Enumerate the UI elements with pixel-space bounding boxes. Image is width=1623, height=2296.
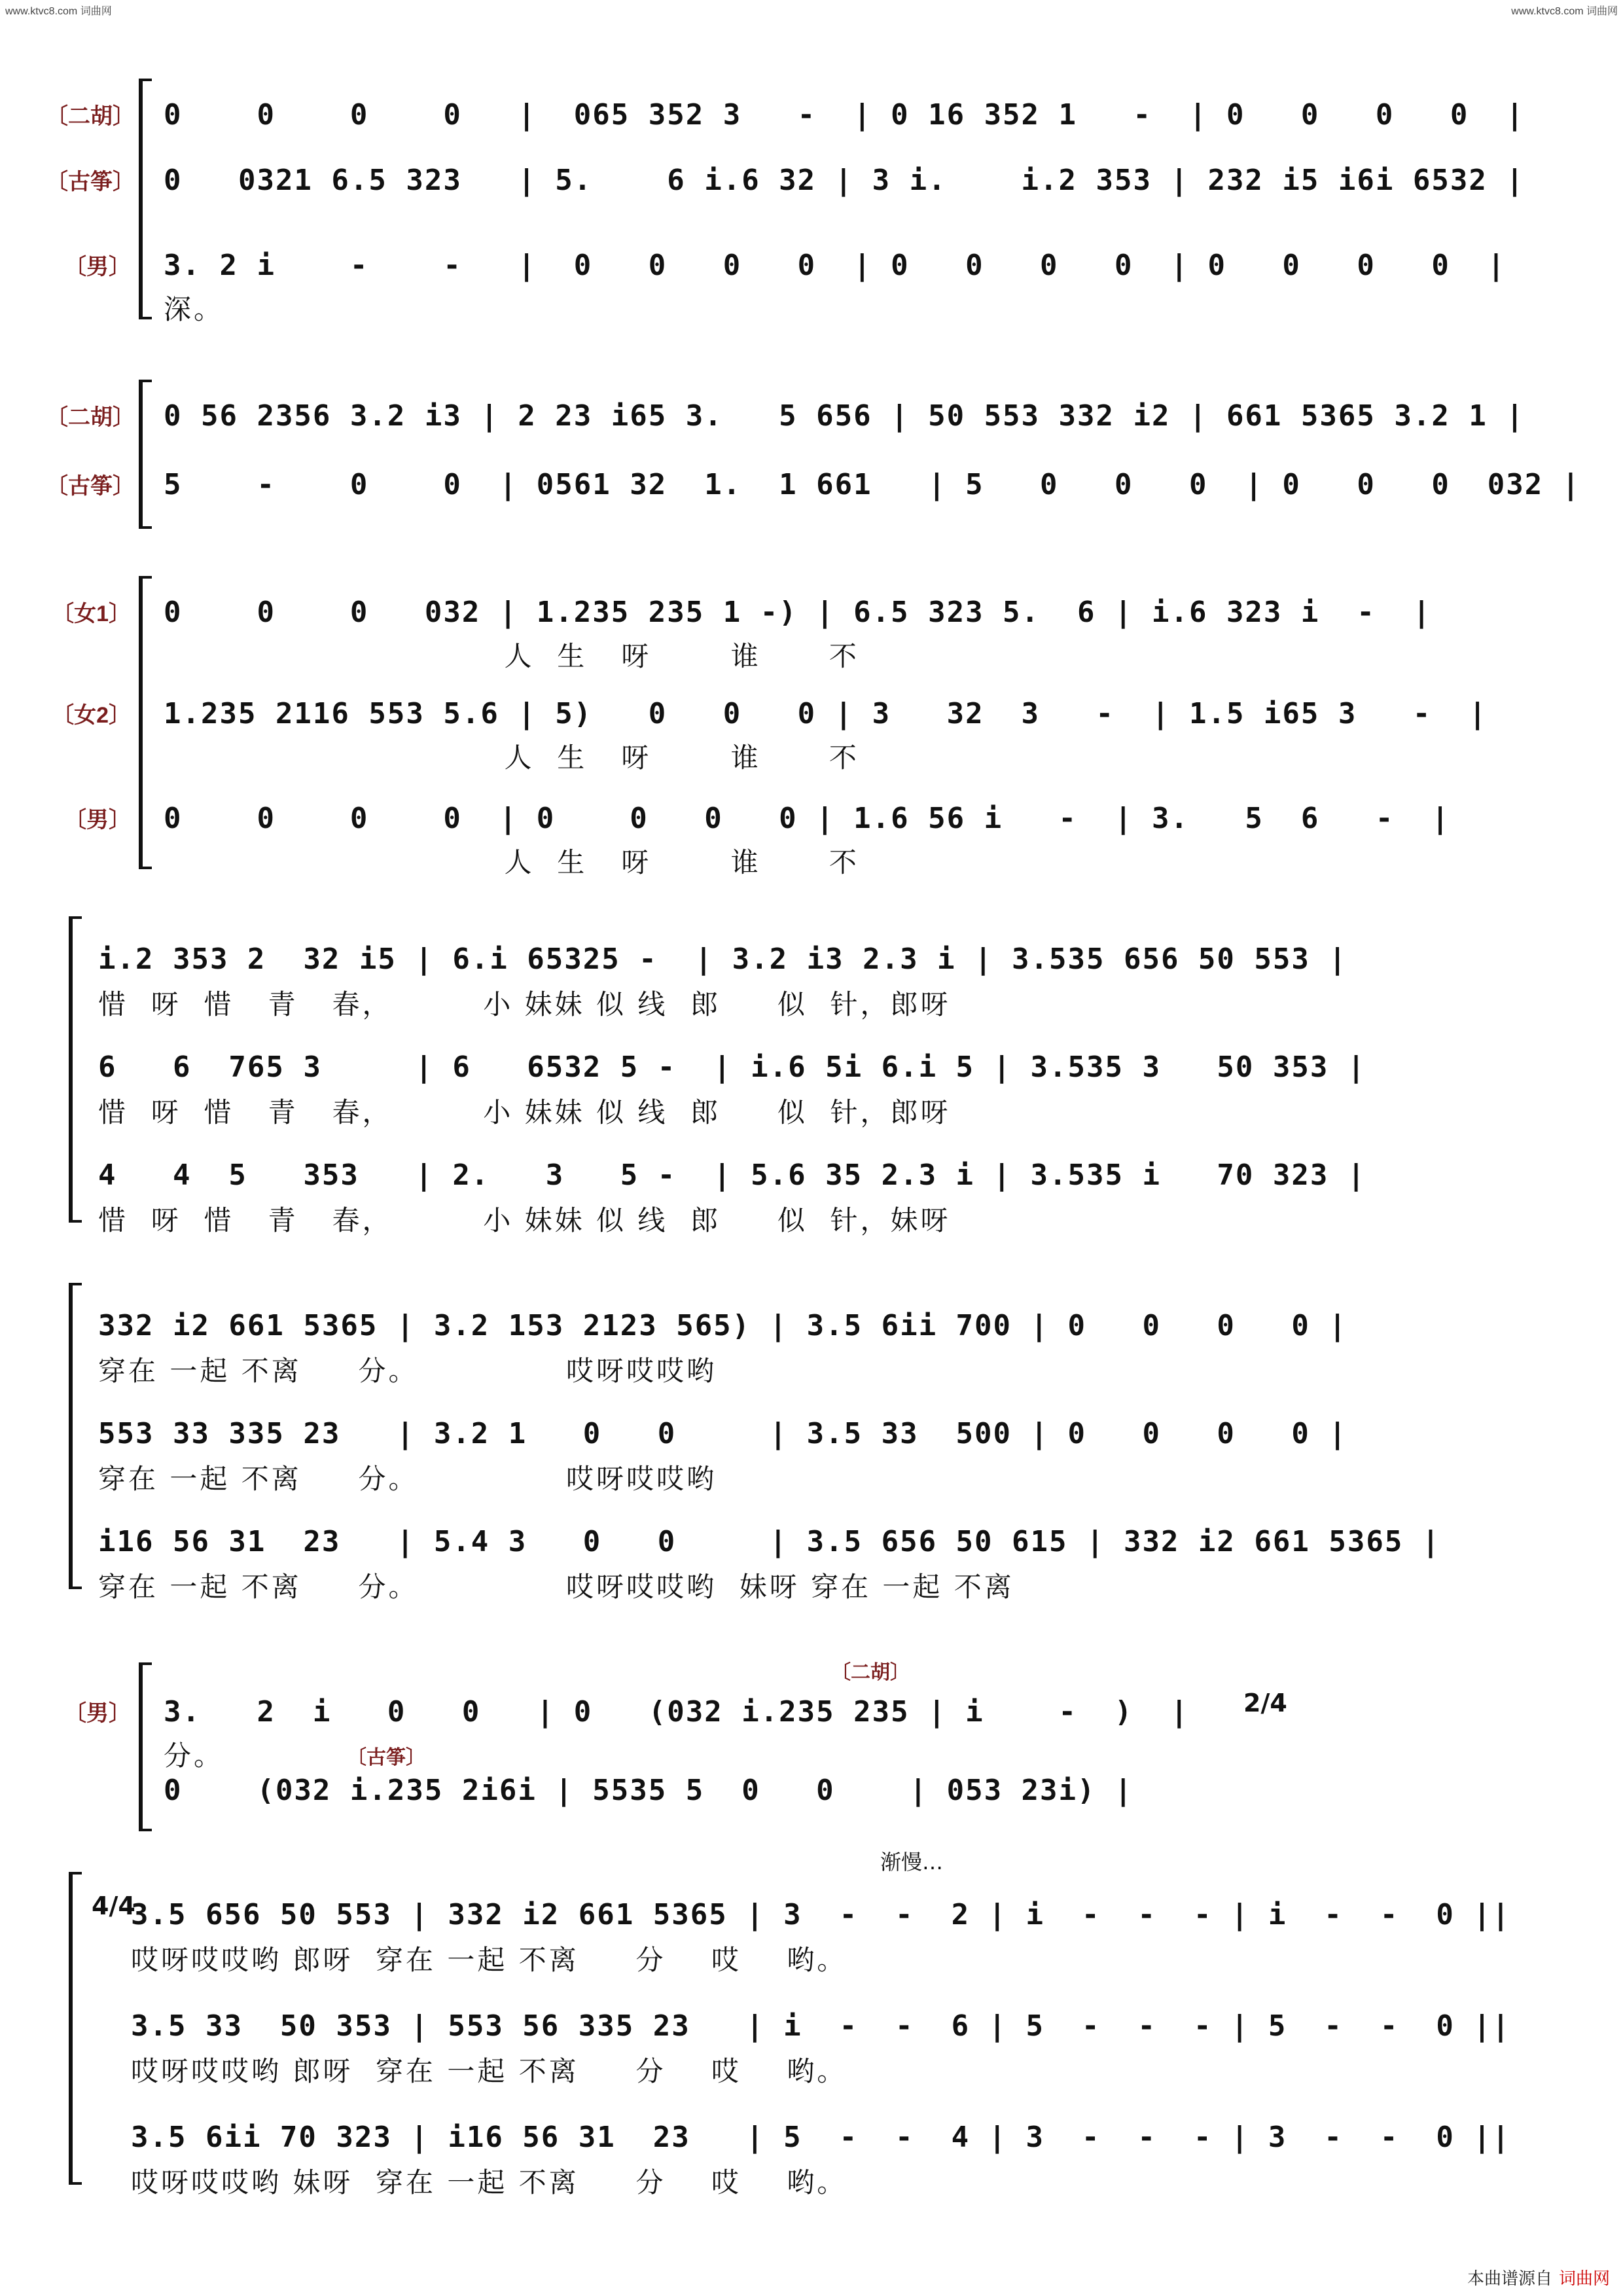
staff-female-2 [0,697,1623,774]
staff-notes: 553 33 335 23 | 3.2 1 0 0 | 3.5 33 500 | 0 0 0 0 | [98,1417,1347,1450]
staff-notes: 0 (032 i.235 2i6i | 5535 5 0 0 | 053 23i) | [164,1774,1133,1807]
staff-notes: 3. 2 i 0 0 | 0 (032 i.235 235 | i - ) | [164,1695,1189,1729]
staff-voice-1 [0,942,1623,1020]
staff-label: 〔古筝〕 [46,474,135,499]
staff-label: 〔古筝〕 [46,170,135,194]
staff-voice-3 [0,1525,1623,1603]
header-source-left: www.ktvc8.com 词曲网 [5,6,112,17]
staff-erhu [0,98,1623,137]
staff-guzheng [0,164,1623,203]
staff-label: 〔女2〕 [52,703,131,728]
header-source-right: www.ktvc8.com 词曲网 [1511,6,1618,17]
staff-voice-2 [0,1050,1623,1128]
staff-label: 〔男〕 [64,1701,131,1726]
staff-guzheng [0,468,1623,507]
staff-notes: 3.5 656 50 553 | 332 i2 661 5365 | 3 - - 2 | i - - - | i - - 0 || [131,1898,1511,1931]
staff-notes: 3. 2 i - - | 0 0 0 0 | 0 0 0 0 | 0 0 0 0 | [164,249,1507,282]
staff-lyrics: 惜 呀 惜 青 春， 小 妹妹 似 线 郎 似 针，妹呀 [98,1204,951,1236]
staff-lyrics: 哎呀哎哎哟 妹呀 穿在 一起 不离 分 哎 哟。 [131,2166,847,2198]
staff-lyrics: 哎呀哎哎哟 郎呀 穿在 一起 不离 分 哎 哟。 [131,2055,847,2087]
staff-label: 〔二胡〕 [46,405,135,430]
staff-voice-2 [0,1417,1623,1495]
staff-notes: 3.5 6ii 70 323 | i16 56 31 23 | 5 - - 4 | 3 - - - | 3 - - 0 || [131,2121,1511,2154]
staff-notes: 1.235 2116 553 5.6 | 5) 0 0 0 | 3 32 3 - | 1.5 i65 3 - | [164,697,1488,730]
staff-voice-1 [0,1898,1623,1976]
staff-male [0,249,1623,325]
staff-lyrics: 分。 [164,1740,224,1772]
staff-notes: 0 0 0 0 | 065 352 3 - | 0 16 352 1 - | 0 0 0 0 | [164,98,1525,132]
staff-voice-3 [0,1158,1623,1236]
staff-lyrics: 人 生 呀 谁 不 [164,742,859,774]
staff-voice-2 [0,2009,1623,2087]
staff-voice-1 [0,1309,1623,1387]
time-signature: 2/4 [1243,1689,1287,1717]
footer [1467,2265,1610,2289]
staff-notes: 332 i2 661 5365 | 3.2 153 2123 565) | 3.5 6ii 700 | 0 0 0 0 | [98,1309,1347,1342]
staff-notes: 4 4 5 353 | 2. 3 5 - | 5.6 35 2.3 i | 3.535 i 70 323 | [98,1158,1366,1192]
staff-notes: 0 56 2356 3.2 i3 | 2 23 i65 3. 5 656 | 50 553 332 i2 | 661 5365 3.2 1 | [164,399,1525,433]
staff-voice-3 [0,2121,1623,2198]
staff-label: 〔男〕 [64,255,131,279]
staff-lyrics: 深。 [164,293,224,325]
staff-label: 〔二胡〕 [46,104,135,129]
time-signature: 4/4 [92,1892,135,1920]
staff-lyrics: 穿在 一起 不离 分。 哎呀哎哎哟 [98,1463,717,1495]
staff-label: 〔女1〕 [52,601,131,626]
staff-lyrics: 穿在 一起 不离 分。 哎呀哎哎哟 [98,1355,717,1387]
staff-notes: 0 0 0 032 | 1.235 235 1 -) | 6.5 323 5. 6 | i.6 323 i - | [164,596,1432,629]
staff-notes: 3.5 33 50 353 | 553 56 335 23 | i - - 6 | 5 - - - | 5 - - 0 || [131,2009,1511,2043]
staff-notes: 6 6 765 3 | 6 6532 5 - | i.6 5i 6.i 5 | 3.535 3 50 353 | [98,1050,1366,1084]
staff-accompaniment [0,1774,1623,1813]
instrument-tag-guzheng: 〔古筝〕 [347,1747,425,1768]
staff-male [0,802,1623,878]
staff-notes: i16 56 31 23 | 5.4 3 0 0 | 3.5 656 50 615 | 332 i2 661 5365 | [98,1525,1441,1558]
footer-brand[interactable]: 词曲网 [1558,2269,1610,2288]
staff-lyrics: 哎呀哎哎哟 郎呀 穿在 一起 不离 分 哎 哟。 [131,1944,847,1976]
staff-lyrics: 人 生 呀 谁 不 [164,846,859,878]
tempo-marking: 渐慢… [880,1850,944,1874]
staff-female-1 [0,596,1623,672]
instrument-tag-erhu: 〔二胡〕 [831,1662,910,1683]
staff-lyrics: 穿在 一起 不离 分。 哎呀哎哎哟 妹呀 穿在 一起 不离 [98,1571,1014,1603]
footer-source: 本曲谱源自 [1467,2269,1552,2288]
staff-label: 〔男〕 [64,808,131,833]
staff-lyrics: 惜 呀 惜 青 春， 小 妹妹 似 线 郎 似 针，郎呀 [98,1096,951,1128]
staff-erhu [0,399,1623,439]
staff-lyrics: 惜 呀 惜 青 春， 小 妹妹 似 线 郎 似 针，郎呀 [98,988,951,1020]
staff-notes: 5 - 0 0 | 0561 32 1. 1 661 | 5 0 0 0 | 0 0 0 032 | [164,468,1581,501]
staff-notes: 0 0 0 0 | 0 0 0 0 | 1.6 56 i - | 3. 5 6 - | [164,802,1450,835]
staff-notes: i.2 353 2 32 i5 | 6.i 65325 - | 3.2 i3 2.3 i | 3.535 656 50 553 | [98,942,1347,976]
staff-notes: 0 0321 6.5 323 | 5. 6 i.6 32 | 3 i. i.2 353 | 232 i5 i6i 6532 | [164,164,1525,197]
staff-lyrics: 人 生 呀 谁 不 [164,640,859,672]
